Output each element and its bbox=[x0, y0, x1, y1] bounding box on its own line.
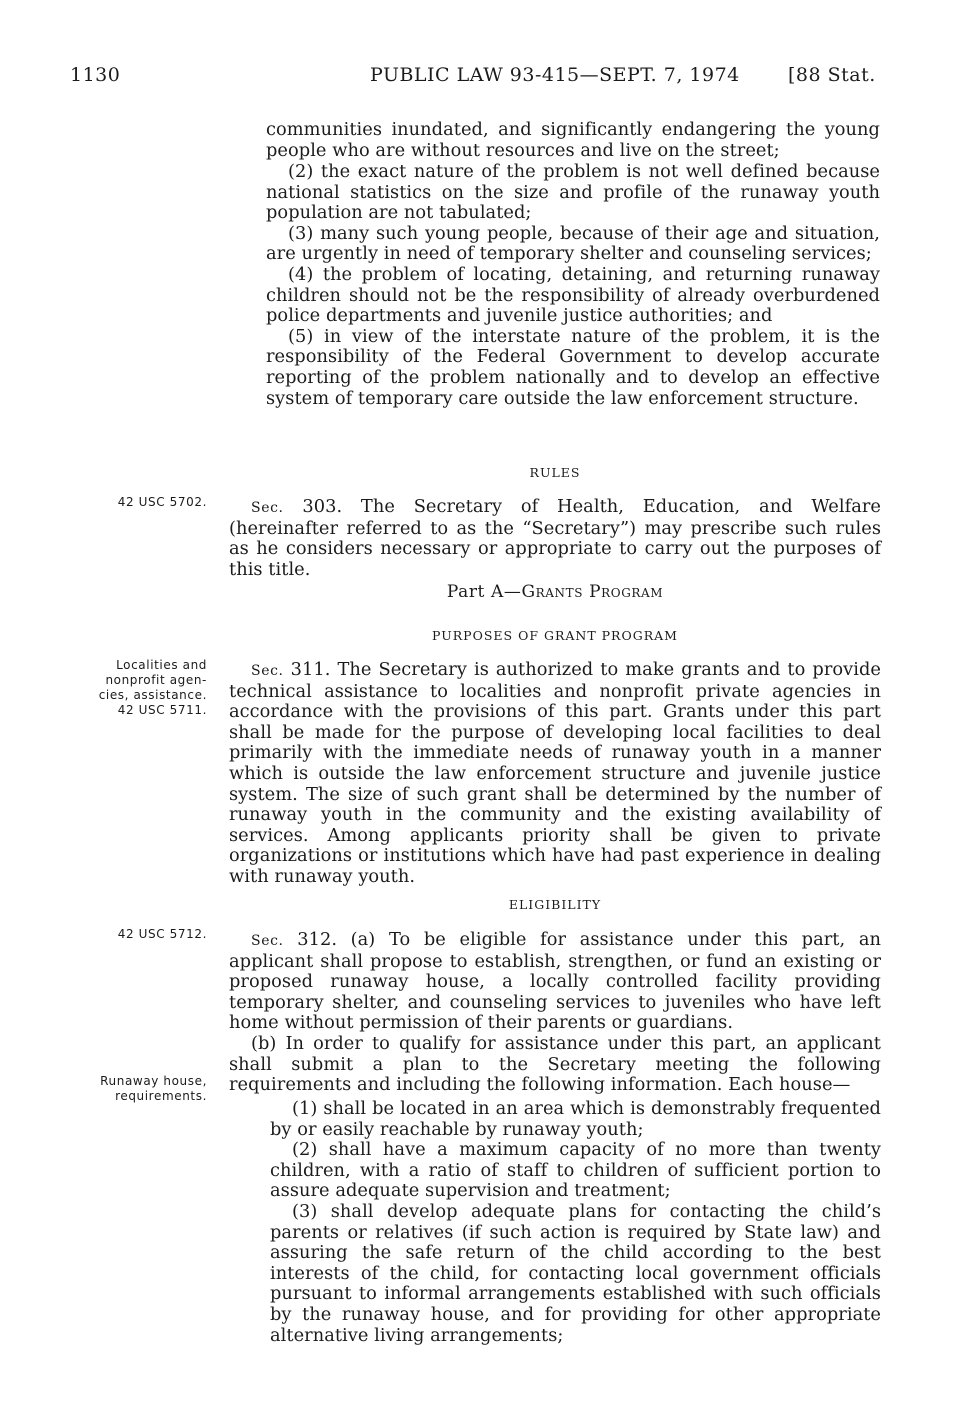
margin-note-line: Runaway house, bbox=[100, 1074, 207, 1088]
section-label: Sec. bbox=[251, 500, 284, 516]
section-312-para-a bbox=[229, 930, 881, 1034]
section-311-text: 311. The Secretary is authorized to make grants and to provide technical assistance to localities and nonprofit private agencies in accordance with the provisions of this part. Grants under this part shall be made for the purpose of developing local facilities to deal primarily with the immediate needs of runaway youth in a manner which is outside the law enforcement structure and juvenile justice system. The size of such grant shall be determined by the number of runaway youth in the community and the existing availability of services. Among applicants priority shall be given to private organizations or institutions which have had past experience in dealing with runaway youth. bbox=[229, 659, 881, 887]
part-a-prefix: Part A— bbox=[446, 582, 522, 602]
findings-block bbox=[266, 120, 880, 161]
section-label: Sec. bbox=[251, 663, 284, 679]
findings-continuation: communities inundated, and significantly endangering the young people who are without resources and live on the street; bbox=[266, 119, 880, 161]
finding-item: (5) in view of the interstate nature of the problem, it is the responsibility of the Federal Government to develop accurate reporting of the problem nationally and to develop an effective system of temporary care outside the law enforcement structure. bbox=[266, 325, 880, 409]
margin-note-line: 42 USC 5711. bbox=[117, 703, 207, 717]
requirement-item: (1) shall be located in an area which is demonstrably frequented by or easily reachable by runaway youth; bbox=[270, 1098, 881, 1140]
requirement-item: (2) shall have a maximum capacity of no more than twenty children, with a ratio of staff to children of sufficient portion to assure adequate supervision and treatment; bbox=[270, 1139, 881, 1202]
margin-note-localities bbox=[99, 658, 207, 718]
requirement-item: (3) shall develop adequate plans for contacting the child’s parents or relatives (if such action is required by State law) and assuring the safe return of the child according to the best interests of the child, for contacting local government officials pursuant to informal arrangements established with such officials by the runaway house, and for providing for other appropriate alternative living arrangements; bbox=[270, 1200, 881, 1346]
margin-citation: 42 USC 5712. bbox=[117, 927, 207, 941]
finding-item: (4) the problem of locating, detaining, and returning runaway children should not be the responsibility of already overburdened police departments and juvenile justice authorities; and bbox=[266, 263, 880, 327]
section-label: Sec. bbox=[251, 933, 284, 949]
section-312 bbox=[229, 930, 881, 1096]
eligibility-heading: ELIGIBILITY bbox=[508, 897, 602, 912]
section-312-para-a-text: 312. (a) To be eligible for assistance under this part, an applicant shall propose to establish, strengthen, or fund an existing or proposed runaway house, a locally controlled facility providing temporary shelter, and counseling services to juveniles who have left home without permission of their parents or guardians. bbox=[229, 929, 881, 1034]
page-header-title: PUBLIC LAW 93-415—SEPT. 7, 1974 bbox=[370, 64, 740, 86]
margin-note-line: requirements. bbox=[115, 1089, 207, 1103]
house-requirements-list bbox=[270, 1099, 881, 1346]
statute-reference: [88 Stat. bbox=[788, 64, 876, 86]
finding-item: (3) many such young people, because of their age and situation, are urgently in need of temporary shelter and counseling services; bbox=[266, 222, 880, 265]
rules-heading: RULES bbox=[529, 465, 581, 480]
margin-note-line: Localities and bbox=[116, 658, 207, 672]
purposes-heading: PURPOSES OF GRANT PROGRAM bbox=[432, 628, 678, 643]
section-311 bbox=[229, 660, 881, 888]
margin-note-line: cies, assistance. bbox=[98, 688, 207, 702]
margin-citation: 42 USC 5702. bbox=[117, 495, 207, 509]
page-number: 1130 bbox=[70, 64, 121, 86]
part-a-title: Grants Program bbox=[521, 582, 664, 602]
section-303-text: 303. The Secretary of Health, Education, and Welfare (hereinafter referred to as the “Secretary”) may prescribe such rules as he considers necessary or appropriate to carry out the purposes of this title. bbox=[229, 496, 881, 580]
findings-list bbox=[266, 162, 880, 409]
part-a-heading bbox=[229, 582, 881, 602]
section-312-para-b: (b) In order to qualify for assistance under this part, an applicant shall submit a plan to the Secretary meeting the following requirements and including the following information. Each house— bbox=[229, 1032, 881, 1096]
finding-item: (2) the exact nature of the problem is not well defined because national statistics on the size and profile of the runaway youth population are not tabulated; bbox=[266, 161, 880, 224]
section-303 bbox=[229, 497, 881, 580]
margin-note-line: nonprofit agen- bbox=[105, 673, 207, 687]
margin-note-runaway-house bbox=[100, 1074, 207, 1104]
